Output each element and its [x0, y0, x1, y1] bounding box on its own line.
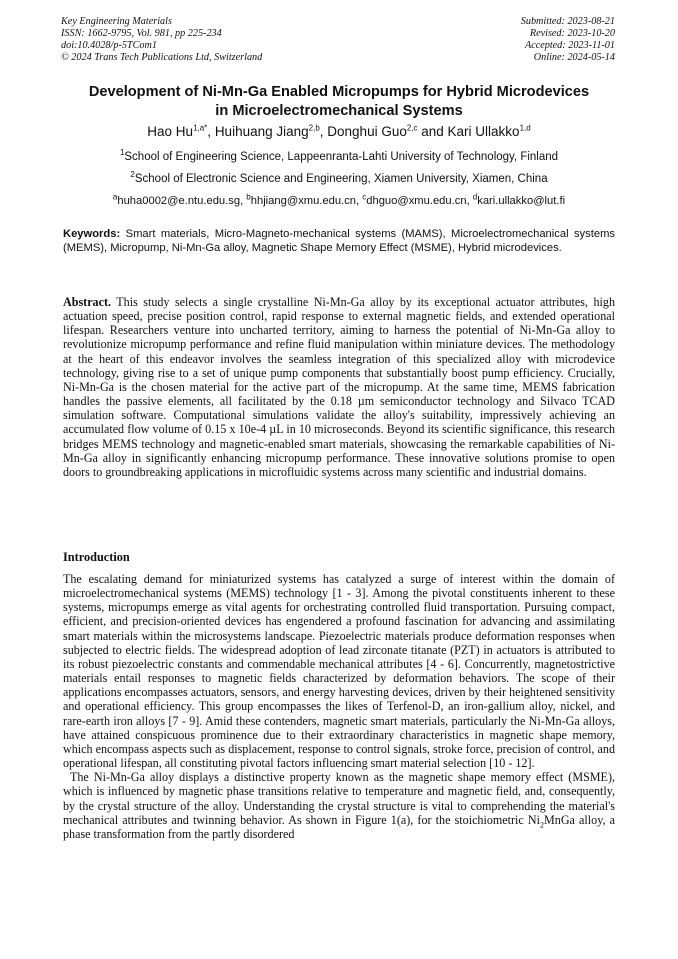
affiliation-1 — [20, 150, 658, 164]
keywords-text: Smart materials, Micro-Magneto-mechanical systems (MAMS), Microelectromechanical systems (MEMS), Micropump, Ni-Mn-Ga alloy, Magnetic Shape Memory Effect (MSME), Hybrid microdevices. — [63, 228, 615, 254]
author-separator: , — [207, 124, 215, 139]
publication-dates — [521, 16, 615, 64]
email-link[interactable]: dhguo@xmu.edu.cn — [366, 195, 467, 207]
abstract-label: Abstract. — [63, 295, 112, 309]
journal-header — [61, 16, 615, 64]
affiliation-text: School of Engineering Science, Lappeenranta-Lahti University of Technology, Finland — [124, 151, 559, 163]
author-name: Hao Hu — [147, 124, 194, 139]
date-online: Online: 2024-05-14 — [533, 52, 615, 63]
email-link[interactable]: huha0002@e.ntu.edu.sg — [117, 195, 241, 207]
affiliation-2 — [20, 172, 658, 186]
date-revised: Revised: 2023-10-20 — [529, 28, 615, 39]
journal-copyright: © 2024 Trans Tech Publications Ltd, Switzerland — [61, 52, 263, 63]
author-name: Donghui Guo — [327, 124, 407, 139]
affiliation-text: School of Electronic Science and Engineering, Xiamen University, Xiamen, China — [134, 173, 548, 185]
email-separator: , — [240, 195, 247, 207]
introduction-paragraph-1: The escalating demand for miniaturized systems has catalyzed a surge of interest within the domain of microelectromechanical systems (MEMS) technology [1 - 3]. Among the pivotal constituents inherent to these systems, micropumps emerge as vital agents for orchestrating controlled fluid transportation. Pursuing compact, efficient, and precision-oriented devices has engendered a profound fascination for advancing and assimilating smart materials within the microsystems landscape. Piezoelectric materials produce deformation responses when subjected to electric fields. The widespread adoption of lead zirconate titanate (PZT) in actuators is attributed to its robust piezoelectric constants and commendable mechanical attributes [4 - 6]. Concurrently, magnetostrictive materials entail responses to magnetic fields characterized by deformation behaviors. The scope of their applications encompasses actuators, sensors, and energy harvesting devices, driven by their heightened sensitivity and operational efficiency. This group encompasses the likes of Terfenol-D, an iron-gallium alloy, nickel, and rare-earth iron alloys [7 - 9]. Amid these contenders, magnetic smart materials, particularly the Ni-Mn-Ga alloys, have attained conspicuous prominence due to their extraordinary characteristics in magnetic shape memory, which encompass aspects such as displacement, response to control signals, stroke force, precision of control, and operational lifespan, all constituting pivotal factors influencing smart material selection [10 - 12]. — [63, 572, 615, 771]
author-affiliation-mark: 1,d — [519, 123, 531, 133]
journal-issn: ISSN: 1662-9795, Vol. 981, pp 225-234 — [61, 28, 222, 39]
paper-title — [40, 83, 638, 121]
paragraph-text: MnGa alloy, a phase transformation from the partly disordered — [63, 812, 615, 841]
author-list — [20, 123, 658, 141]
affiliation-mark: 1 — [119, 148, 125, 158]
journal-name: Key Engineering Materials — [61, 16, 172, 27]
author-separator: , — [319, 124, 328, 139]
title-line-2: in Microelectromechanical Systems — [215, 103, 463, 119]
abstract-text: This study selects a single crystalline Ni-Mn-Ga alloy by its exceptional actuator attributes, high actuation speed, precise position control, rapid response to external magnetic fields, and extended operational lifespan. Researchers venture into uncharted territory, aiming to harness the potential of Ni-Mn-Ga alloy to revolutionize micropump performance and refine fluid manipulation within miniature devices. The methodology at the heart of this endeavor involves the seamless integration of this specialized alloy with microdevice technology, giving rise to a set of unique pump components that substantially boost pump efficiency. Crucially, Ni-Mn-Ga is the chosen material for the active part of the micropump. At the same time, MEMS fabrication handles the passive elements, all facilitated by the 0.18 µm semiconductor technology and Silvaco TCAD simulation software. Computational simulations validate the alloy's suitability, impressively achieving an accumulated flow volume of 0.15 x 10e-4 µL in 10 microseconds. Beyond its scientific significance, this research bridges MEMS technology and magnetic-enabled smart materials, showcasing the remarkable capabilities of Ni-Mn-Ga alloy in significantly enhancing micropump performance. These innovative solutions promise to open doors to groundbreaking applications in microfluidic systems across many scientific and industrial domains. — [63, 295, 615, 479]
author-affiliation-mark: 1,a* — [193, 123, 208, 133]
introduction-paragraph-2 — [63, 770, 615, 841]
author-name: Huihuang Jiang — [214, 124, 309, 139]
email-mark: c — [362, 192, 367, 202]
date-submitted: Submitted: 2023-08-21 — [520, 16, 615, 27]
keywords-label: Keywords: — [63, 228, 121, 240]
author-emails — [20, 194, 658, 208]
email-separator: , — [466, 195, 473, 207]
subscript: 2 — [540, 820, 545, 830]
paragraph-text: The Ni-Mn-Ga alloy displays a distinctive property known as the magnetic shape memory effect (MSME), which is influenced by magnetic phase transitions relative to temperature and magnetic field, and, consequently, by the crystal structure of the alloy. Understanding the crystal structure is vital to comprehending the material's mechanical attributes and twinning behavior. As shown in Figure 1(a), for the stoichiometric Ni — [63, 770, 615, 827]
introduction-body — [63, 572, 615, 841]
author-name: Kari Ullakko — [447, 124, 520, 139]
email-link[interactable]: kari.ullakko@lut.fi — [477, 195, 566, 207]
journal-info — [61, 16, 262, 64]
journal-doi: doi:10.4028/p-5TCom1 — [61, 40, 157, 51]
introduction-heading: Introduction — [63, 550, 130, 564]
email-mark: a — [112, 192, 118, 202]
affiliation-mark: 2 — [130, 170, 135, 180]
author-separator: and — [417, 124, 448, 139]
date-accepted: Accepted: 2023-11-01 — [524, 40, 615, 51]
author-affiliation-mark: 2,b — [308, 123, 320, 133]
abstract-section — [63, 295, 615, 479]
email-separator: , — [356, 195, 363, 207]
title-line-1: Development of Ni-Mn-Ga Enabled Micropumps for Hybrid Microdevices — [88, 84, 590, 100]
email-mark: d — [472, 192, 478, 202]
email-link[interactable]: hhjiang@xmu.edu.cn — [250, 195, 357, 207]
email-mark: b — [246, 192, 251, 202]
keywords-section — [63, 227, 615, 255]
author-affiliation-mark: 2,c — [406, 123, 418, 133]
